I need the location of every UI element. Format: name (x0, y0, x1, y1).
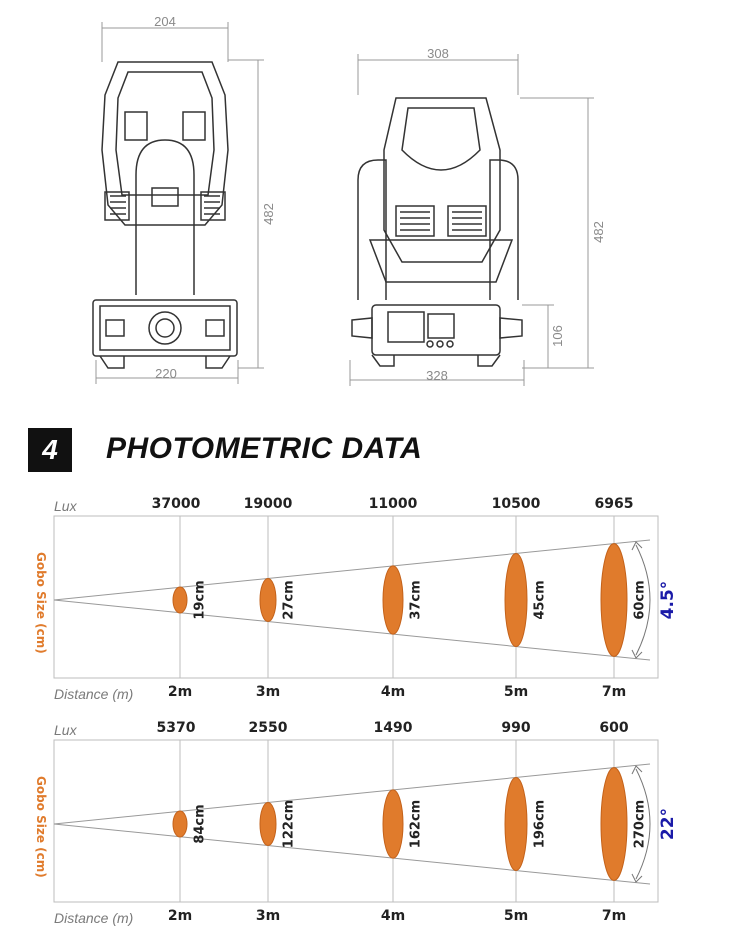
distance-value: 5m (503, 908, 529, 924)
distance-axis-label: Distance (m) (54, 910, 134, 926)
lux-value: 11000 (368, 496, 418, 512)
lux-value: 2550 (248, 720, 288, 736)
gobo-size-value: 270cm (632, 799, 648, 849)
distance-value: 7m (601, 684, 627, 700)
gobo-size-value: 45cm (532, 580, 548, 620)
front-height: 482 (261, 203, 276, 225)
lux-value: 6965 (594, 496, 634, 512)
lux-label: Lux (54, 722, 77, 738)
beam-angle-value: 4.5° (658, 580, 678, 620)
beam-edge-upper (54, 540, 650, 600)
side-view-fixture (352, 98, 522, 366)
gobo-size-axis-label: Gobo Size (cm) (34, 776, 48, 878)
lux-value: 1490 (373, 720, 413, 736)
dimension-lines (96, 22, 594, 386)
section-number: 4 (28, 428, 72, 472)
lux-value: 19000 (243, 496, 293, 512)
beam-spot (260, 578, 276, 621)
beam-spot (260, 802, 276, 845)
beam-spot (601, 768, 627, 881)
beam-edge-lower (54, 600, 650, 660)
front-view-fixture (93, 62, 237, 368)
gobo-size-value: 27cm (281, 580, 297, 620)
side-height: 482 (591, 221, 606, 243)
beam-spot (383, 566, 403, 634)
distance-value: 4m (380, 684, 406, 700)
plot-frame (54, 740, 658, 902)
side-base-height: 106 (550, 325, 565, 347)
beam-spot (505, 553, 527, 646)
beam-spot (505, 777, 527, 870)
lux-value: 5370 (156, 720, 196, 736)
plot-frame (54, 516, 658, 678)
beam-spot (173, 811, 187, 837)
front-top-width: 204 (154, 14, 176, 29)
gobo-size-value: 84cm (192, 804, 208, 844)
beam-spot (383, 790, 403, 858)
distance-value: 3m (255, 908, 281, 924)
lux-value: 990 (501, 720, 531, 736)
distance-value: 4m (380, 908, 406, 924)
dimension-drawings (0, 0, 750, 400)
distance-axis-label: Distance (m) (54, 686, 134, 702)
beam-edge-lower (54, 824, 650, 884)
gobo-size-value: 37cm (408, 580, 424, 620)
section-title: PHOTOMETRIC DATA (106, 432, 423, 465)
photometric-panel-narrow (0, 492, 750, 707)
gobo-size-value: 122cm (281, 799, 297, 849)
distance-value: 7m (601, 908, 627, 924)
gobo-size-value: 60cm (632, 580, 648, 620)
lux-value: 600 (599, 720, 629, 736)
section-heading (28, 428, 728, 474)
beam-spot (601, 544, 627, 657)
gobo-size-value: 162cm (408, 799, 424, 849)
front-base-width: 220 (155, 366, 177, 381)
beam-angle-value: 22° (658, 807, 678, 841)
side-top-width: 308 (427, 46, 449, 61)
gobo-size-value: 196cm (532, 799, 548, 849)
distance-value: 5m (503, 684, 529, 700)
gobo-size-value: 19cm (192, 580, 208, 620)
distance-value: 3m (255, 684, 281, 700)
beam-spot (173, 587, 187, 613)
side-base-width: 328 (426, 368, 448, 383)
lux-value: 37000 (151, 496, 201, 512)
beam-edge-upper (54, 764, 650, 824)
lux-label: Lux (54, 498, 77, 514)
lux-value: 10500 (491, 496, 541, 512)
distance-value: 2m (167, 684, 193, 700)
photometric-panel-wide (0, 716, 750, 931)
distance-value: 2m (167, 908, 193, 924)
gobo-size-axis-label: Gobo Size (cm) (34, 552, 48, 654)
